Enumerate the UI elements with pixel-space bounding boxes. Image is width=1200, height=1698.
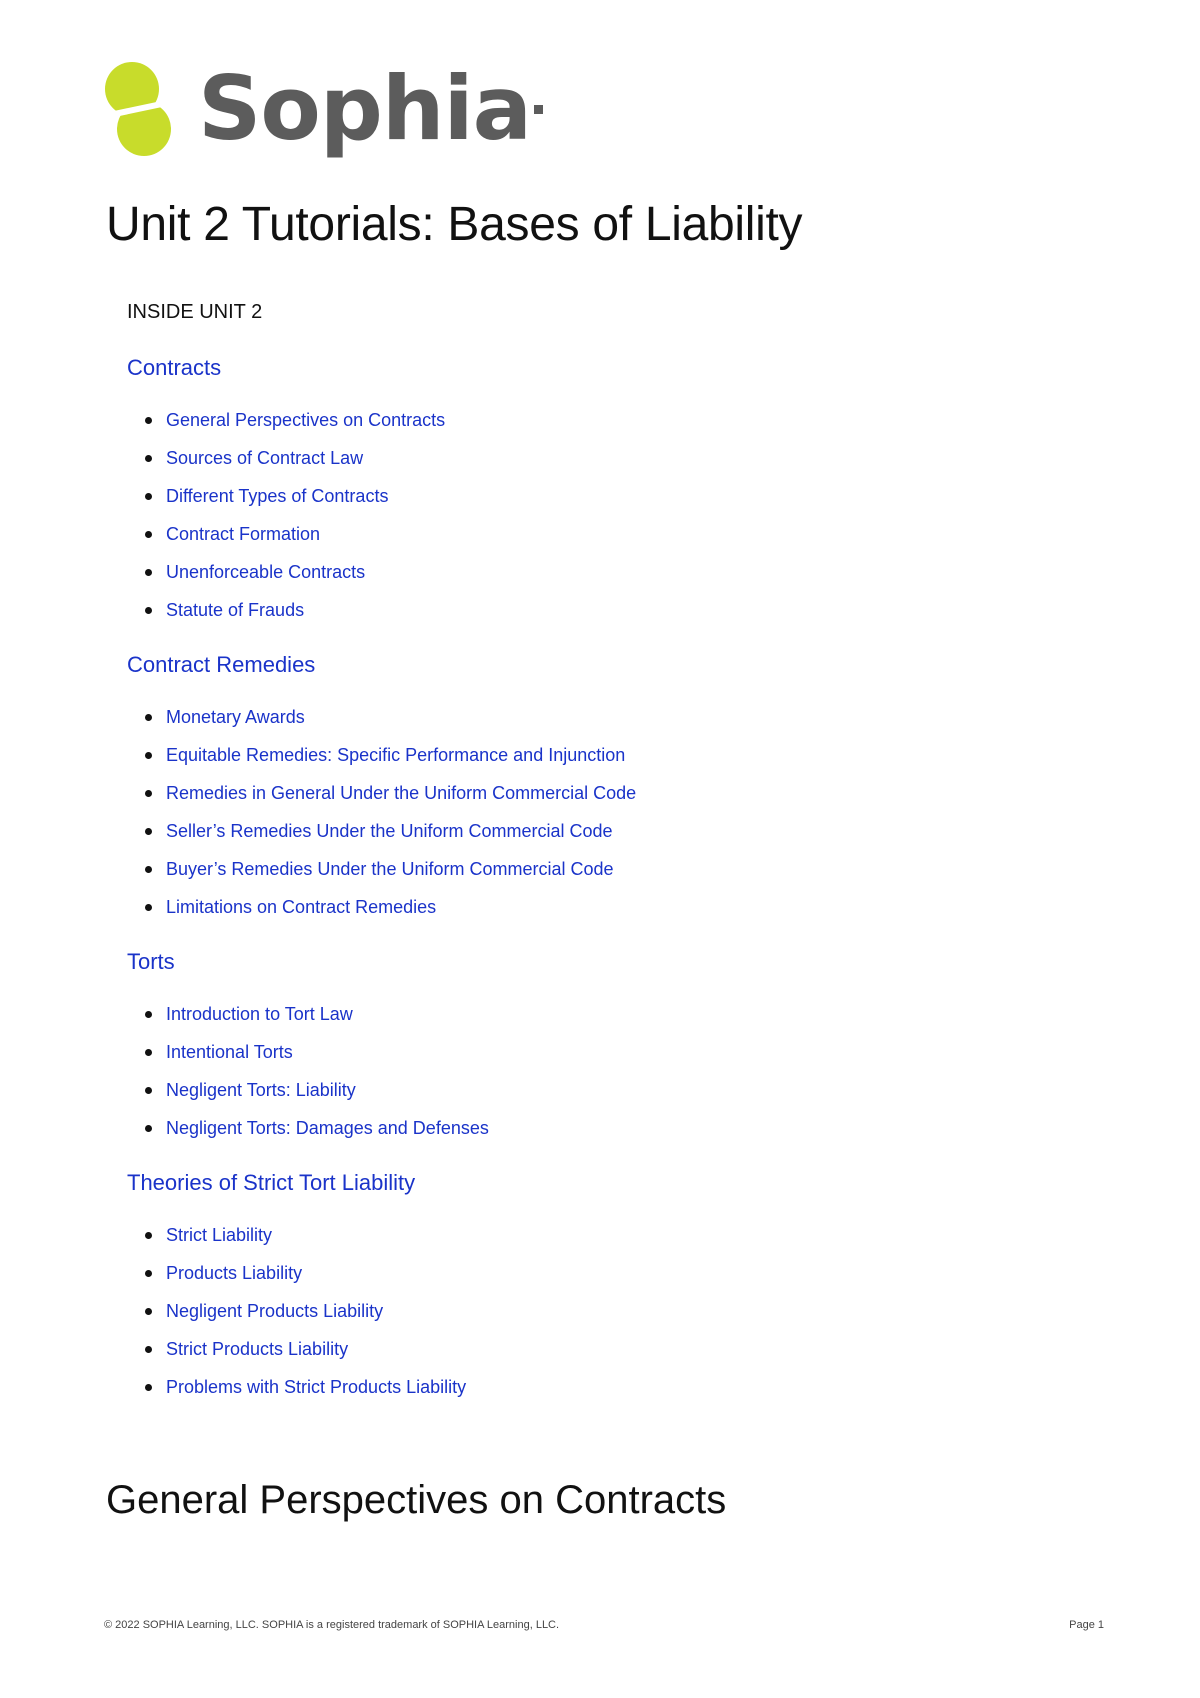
- toc-link[interactable]: Problems with Strict Products Liability: [127, 1368, 1027, 1406]
- toc-section-list: [127, 698, 1027, 926]
- toc-section-heading[interactable]: Contract Remedies: [127, 652, 316, 677]
- toc-section-heading[interactable]: Contracts: [127, 355, 222, 380]
- section-heading: General Perspectives on Contracts: [106, 1478, 727, 1522]
- toc-section-heading[interactable]: Torts: [127, 949, 175, 974]
- toc-link[interactable]: Strict Liability: [127, 1216, 1027, 1254]
- toc-link[interactable]: Buyer’s Remedies Under the Uniform Commercial Code: [127, 850, 1027, 888]
- sophia-logo: [102, 54, 543, 164]
- toc-section-list: [127, 995, 1027, 1147]
- footer-copyright: © 2022 SOPHIA Learning, LLC. SOPHIA is a registered trademark of SOPHIA Learning, LLC.: [104, 1619, 560, 1631]
- page-number: Page 1: [1069, 1619, 1104, 1631]
- toc-link[interactable]: Seller’s Remedies Under the Uniform Commercial Code: [127, 812, 1027, 850]
- toc-link[interactable]: Different Types of Contracts: [127, 477, 1027, 515]
- toc-section-heading[interactable]: Theories of Strict Tort Liability: [127, 1170, 416, 1195]
- page-footer: [104, 1619, 1104, 1631]
- toc-link[interactable]: Introduction to Tort Law: [127, 995, 1027, 1033]
- toc-link[interactable]: General Perspectives on Contracts: [127, 401, 1027, 439]
- toc-link[interactable]: Equitable Remedies: Specific Performance and Injunction: [127, 736, 1027, 774]
- wordmark-dot: [534, 105, 543, 114]
- page-title: Unit 2 Tutorials: Bases of Liability: [106, 198, 803, 251]
- toc-link[interactable]: Remedies in General Under the Uniform Commercial Code: [127, 774, 1027, 812]
- toc-link[interactable]: Statute of Frauds: [127, 591, 1027, 629]
- inside-unit-label: INSIDE UNIT 2: [127, 301, 263, 323]
- toc-link[interactable]: Products Liability: [127, 1254, 1027, 1292]
- toc-link[interactable]: Contract Formation: [127, 515, 1027, 553]
- toc-link[interactable]: Strict Products Liability: [127, 1330, 1027, 1368]
- toc-link[interactable]: Negligent Torts: Liability: [127, 1071, 1027, 1109]
- sophia-logo-mark-icon: [102, 61, 174, 157]
- toc-link[interactable]: Intentional Torts: [127, 1033, 1027, 1071]
- toc-section-list: [127, 1216, 1027, 1406]
- toc-link[interactable]: Negligent Products Liability: [127, 1292, 1027, 1330]
- toc-section-list: [127, 401, 1027, 629]
- toc-link[interactable]: Monetary Awards: [127, 698, 1027, 736]
- toc-link[interactable]: Sources of Contract Law: [127, 439, 1027, 477]
- unit-table-of-contents: [127, 298, 1027, 1422]
- toc-link[interactable]: Unenforceable Contracts: [127, 553, 1027, 591]
- toc-link[interactable]: Negligent Torts: Damages and Defenses: [127, 1109, 1027, 1147]
- sophia-wordmark: Sophia: [198, 57, 532, 160]
- toc-link[interactable]: Limitations on Contract Remedies: [127, 888, 1027, 926]
